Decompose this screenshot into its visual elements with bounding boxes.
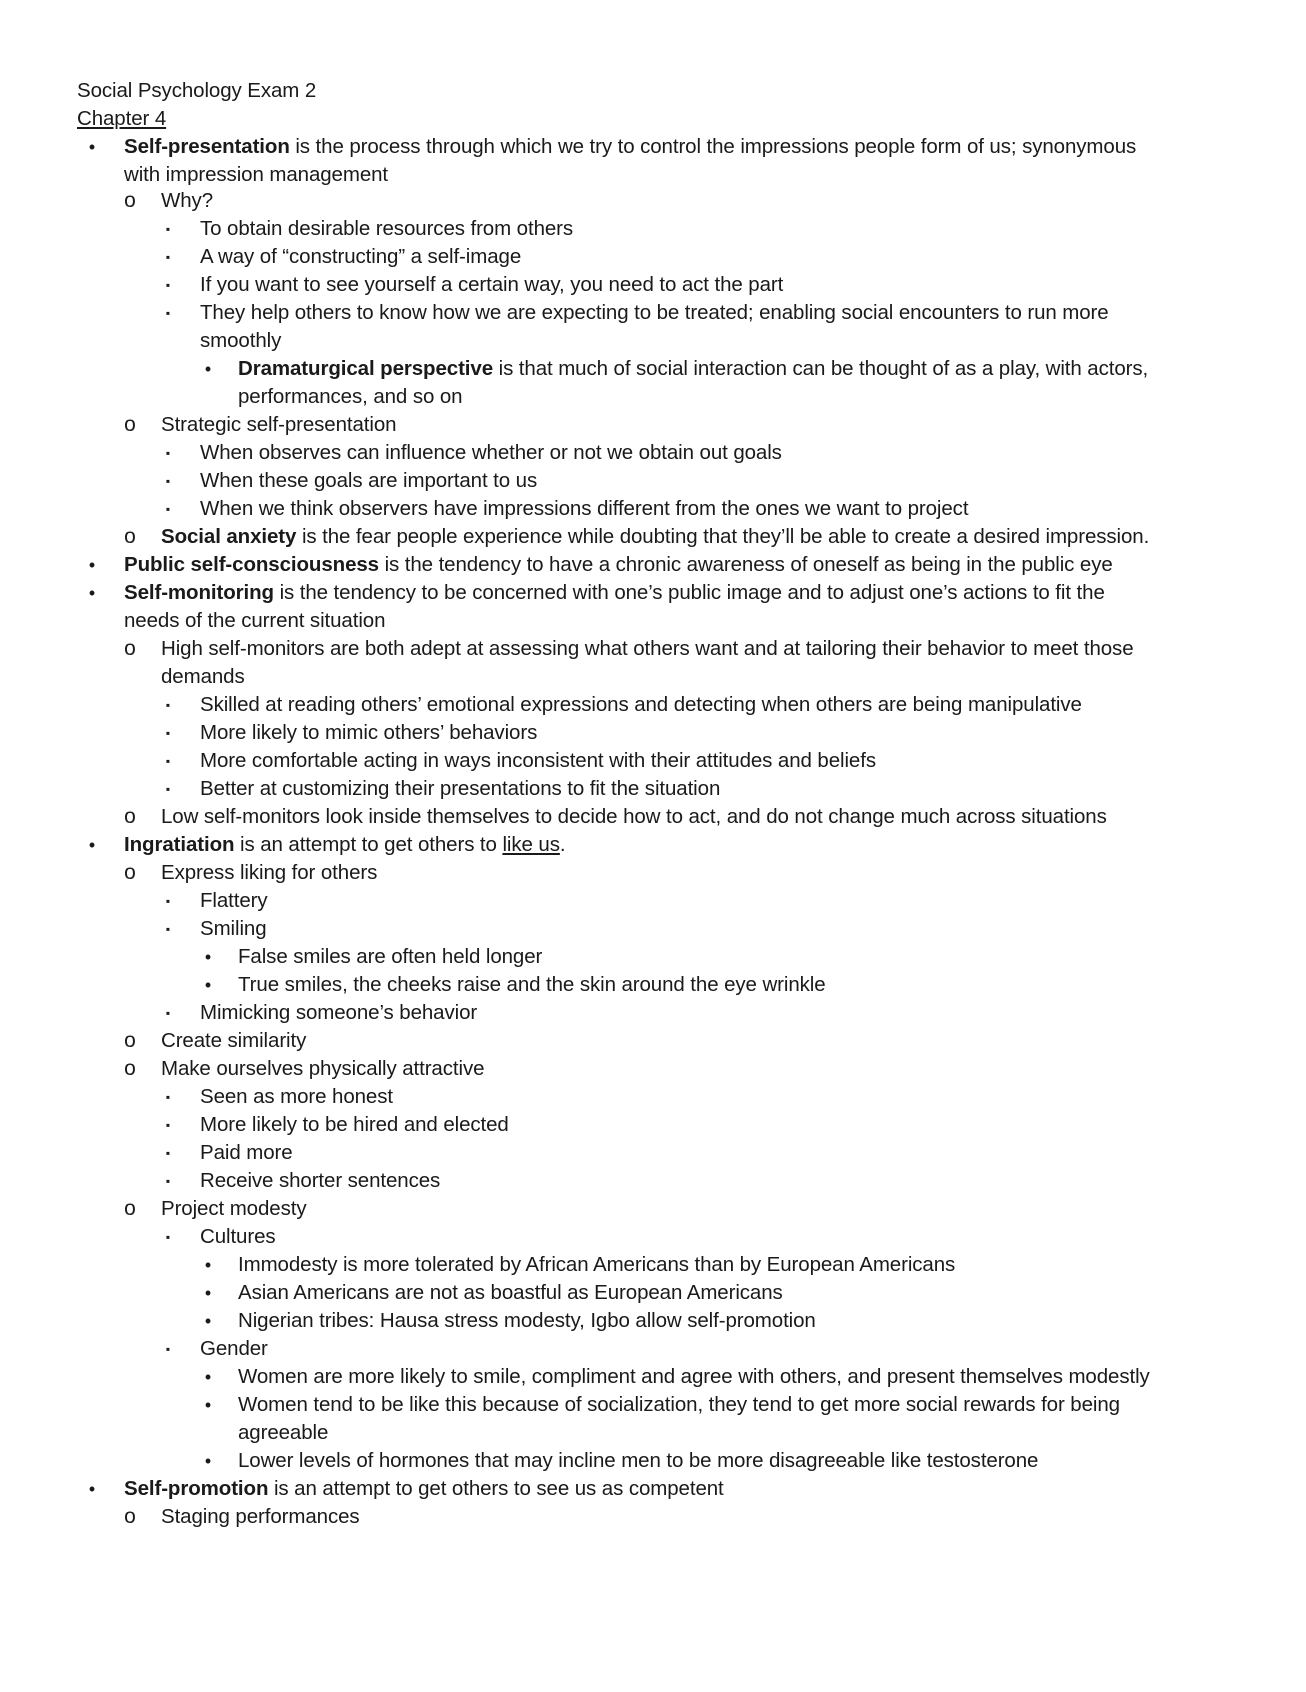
bullet-marker: o	[124, 1029, 136, 1052]
list-item-continuation: smoothly	[200, 329, 282, 352]
list-item: If you want to see yourself a certain way, you need to act the part	[200, 273, 784, 296]
list-item: Women tend to be like this because of socialization, they tend to get more social rewards for being	[238, 1393, 1120, 1416]
bullet-marker: o	[124, 189, 136, 212]
bullet-marker: ▪	[165, 698, 171, 712]
term: Self-presentation	[124, 135, 290, 158]
bullet-marker: ▪	[165, 922, 171, 936]
list-item: When observes can influence whether or not we obtain out goals	[200, 441, 782, 464]
list-item: False smiles are often held longer	[238, 945, 543, 968]
item-text: is the tendency to be concerned with one’s public image and to adjust one’s actions to fit the	[273, 581, 1105, 604]
list-item: A way of “constructing” a self-image	[200, 245, 522, 268]
list-item: Project modesty	[161, 1197, 307, 1220]
bullet-marker: o	[124, 413, 136, 436]
list-item	[124, 133, 1136, 161]
underlined-text: like us	[502, 833, 560, 856]
list-item: Seen as more honest	[200, 1085, 393, 1108]
bullet-marker: o	[124, 1197, 136, 1220]
bullet-marker: ▪	[165, 222, 171, 236]
term: Self-monitoring	[124, 581, 274, 604]
item-text: is an attempt to get others to see us as competent	[268, 1477, 724, 1500]
list-item	[124, 831, 565, 859]
term: Ingratiation	[124, 833, 235, 856]
item-text: is the process through which we try to control the impressions people form of us; synonymous	[289, 135, 1137, 158]
list-item	[124, 551, 1113, 579]
bullet-marker: ▪	[165, 278, 171, 292]
bullet-marker: o	[124, 861, 136, 884]
list-item: More likely to be hired and elected	[200, 1113, 509, 1136]
bullet-marker: ▪	[165, 754, 171, 768]
list-item: Immodesty is more tolerated by African Americans than by European Americans	[238, 1253, 956, 1276]
bullet-marker: ▪	[165, 1006, 171, 1020]
list-item: Staging performances	[161, 1505, 360, 1528]
list-item: Why?	[161, 189, 214, 212]
bullet-marker: ▪	[165, 894, 171, 908]
list-item: High self-monitors are both adept at assessing what others want and at tailoring their behavior to meet those	[161, 637, 1134, 660]
list-item: Women are more likely to smile, compliment and agree with others, and present themselves modestly	[238, 1365, 1150, 1388]
list-item: When these goals are important to us	[200, 469, 538, 492]
list-item: To obtain desirable resources from others	[200, 217, 574, 240]
bullet-marker: ▪	[165, 1174, 171, 1188]
list-item-continuation: with impression management	[124, 163, 389, 186]
list-item: Low self-monitors look inside themselves to decide how to act, and do not change much across situations	[161, 805, 1107, 828]
bullet-marker: •	[88, 555, 96, 575]
bullet-marker: •	[204, 1283, 212, 1303]
list-item: Mimicking someone’s behavior	[200, 1001, 478, 1024]
item-text: is that much of social interaction can be thought of as a play, with actors,	[493, 357, 1149, 380]
bullet-marker: ▪	[165, 306, 171, 320]
item-text-end: .	[559, 833, 566, 856]
list-item: More comfortable acting in ways inconsistent with their attitudes and beliefs	[200, 749, 876, 772]
list-item: Cultures	[200, 1225, 276, 1248]
term: Dramaturgical perspective	[238, 357, 494, 380]
bullet-marker: •	[204, 1451, 212, 1471]
bullet-marker: ▪	[165, 446, 171, 460]
bullet-marker: o	[124, 1505, 136, 1528]
bullet-marker: ▪	[165, 1090, 171, 1104]
bullet-marker: o	[124, 1057, 136, 1080]
list-item: Make ourselves physically attractive	[161, 1057, 485, 1080]
bullet-marker: •	[204, 1311, 212, 1331]
term: Social anxiety	[161, 525, 297, 548]
list-item: They help others to know how we are expecting to be treated; enabling social encounters to run more	[200, 301, 1109, 324]
bullet-marker: o	[124, 637, 136, 660]
list-item: Paid more	[200, 1141, 293, 1164]
list-item	[124, 1475, 724, 1503]
list-item: More likely to mimic others’ behaviors	[200, 721, 538, 744]
list-item: When we think observers have impressions different from the ones we want to project	[200, 497, 969, 520]
list-item: Skilled at reading others’ emotional expressions and detecting when others are being manipulative	[200, 693, 1082, 716]
bullet-marker: ▪	[165, 1146, 171, 1160]
bullet-marker: •	[204, 359, 212, 379]
list-item-continuation: demands	[161, 665, 245, 688]
chapter-heading: Chapter 4	[77, 107, 167, 130]
bullet-marker: •	[88, 1479, 96, 1499]
document-title: Social Psychology Exam 2	[77, 79, 317, 102]
list-item: Strategic self-presentation	[161, 413, 397, 436]
bullet-marker: •	[204, 1255, 212, 1275]
bullet-marker: •	[204, 1395, 212, 1415]
bullet-marker: ▪	[165, 250, 171, 264]
list-item: Better at customizing their presentations to fit the situation	[200, 777, 721, 800]
bullet-marker: o	[124, 805, 136, 828]
list-item: Nigerian tribes: Hausa stress modesty, Igbo allow self-promotion	[238, 1309, 816, 1332]
bullet-marker: ▪	[165, 726, 171, 740]
bullet-marker: •	[204, 947, 212, 967]
bullet-marker: ▪	[165, 1342, 171, 1356]
list-item: Smiling	[200, 917, 267, 940]
list-item: Lower levels of hormones that may incline men to be more disagreeable like testosterone	[238, 1449, 1039, 1472]
item-text: is an attempt to get others to	[234, 833, 503, 856]
list-item: Create similarity	[161, 1029, 307, 1052]
list-item	[124, 579, 1105, 607]
bullet-marker: ▪	[165, 1118, 171, 1132]
bullet-marker: ▪	[165, 782, 171, 796]
item-text: is the fear people experience while doubting that they’ll be able to create a desired impression.	[296, 525, 1150, 548]
bullet-marker: ▪	[165, 1230, 171, 1244]
bullet-marker: ▪	[165, 474, 171, 488]
bullet-marker: •	[88, 583, 96, 603]
list-item	[238, 355, 1148, 383]
bullet-marker: •	[88, 137, 96, 157]
list-item-continuation: agreeable	[238, 1421, 329, 1444]
list-item: Gender	[200, 1337, 268, 1360]
list-item: Flattery	[200, 889, 268, 912]
bullet-marker: o	[124, 525, 136, 548]
bullet-marker: •	[88, 835, 96, 855]
list-item: Asian Americans are not as boastful as European Americans	[238, 1281, 783, 1304]
term: Self-promotion	[124, 1477, 269, 1500]
list-item: Express liking for others	[161, 861, 378, 884]
list-item: True smiles, the cheeks raise and the skin around the eye wrinkle	[238, 973, 826, 996]
bullet-marker: •	[204, 1367, 212, 1387]
bullet-marker: •	[204, 975, 212, 995]
bullet-marker: ▪	[165, 502, 171, 516]
term: Public self-consciousness	[124, 553, 379, 576]
list-item-continuation: performances, and so on	[238, 385, 463, 408]
item-text: is the tendency to have a chronic awareness of oneself as being in the public eye	[378, 553, 1113, 576]
list-item: Receive shorter sentences	[200, 1169, 441, 1192]
list-item-continuation: needs of the current situation	[124, 609, 386, 632]
list-item	[161, 523, 1149, 551]
